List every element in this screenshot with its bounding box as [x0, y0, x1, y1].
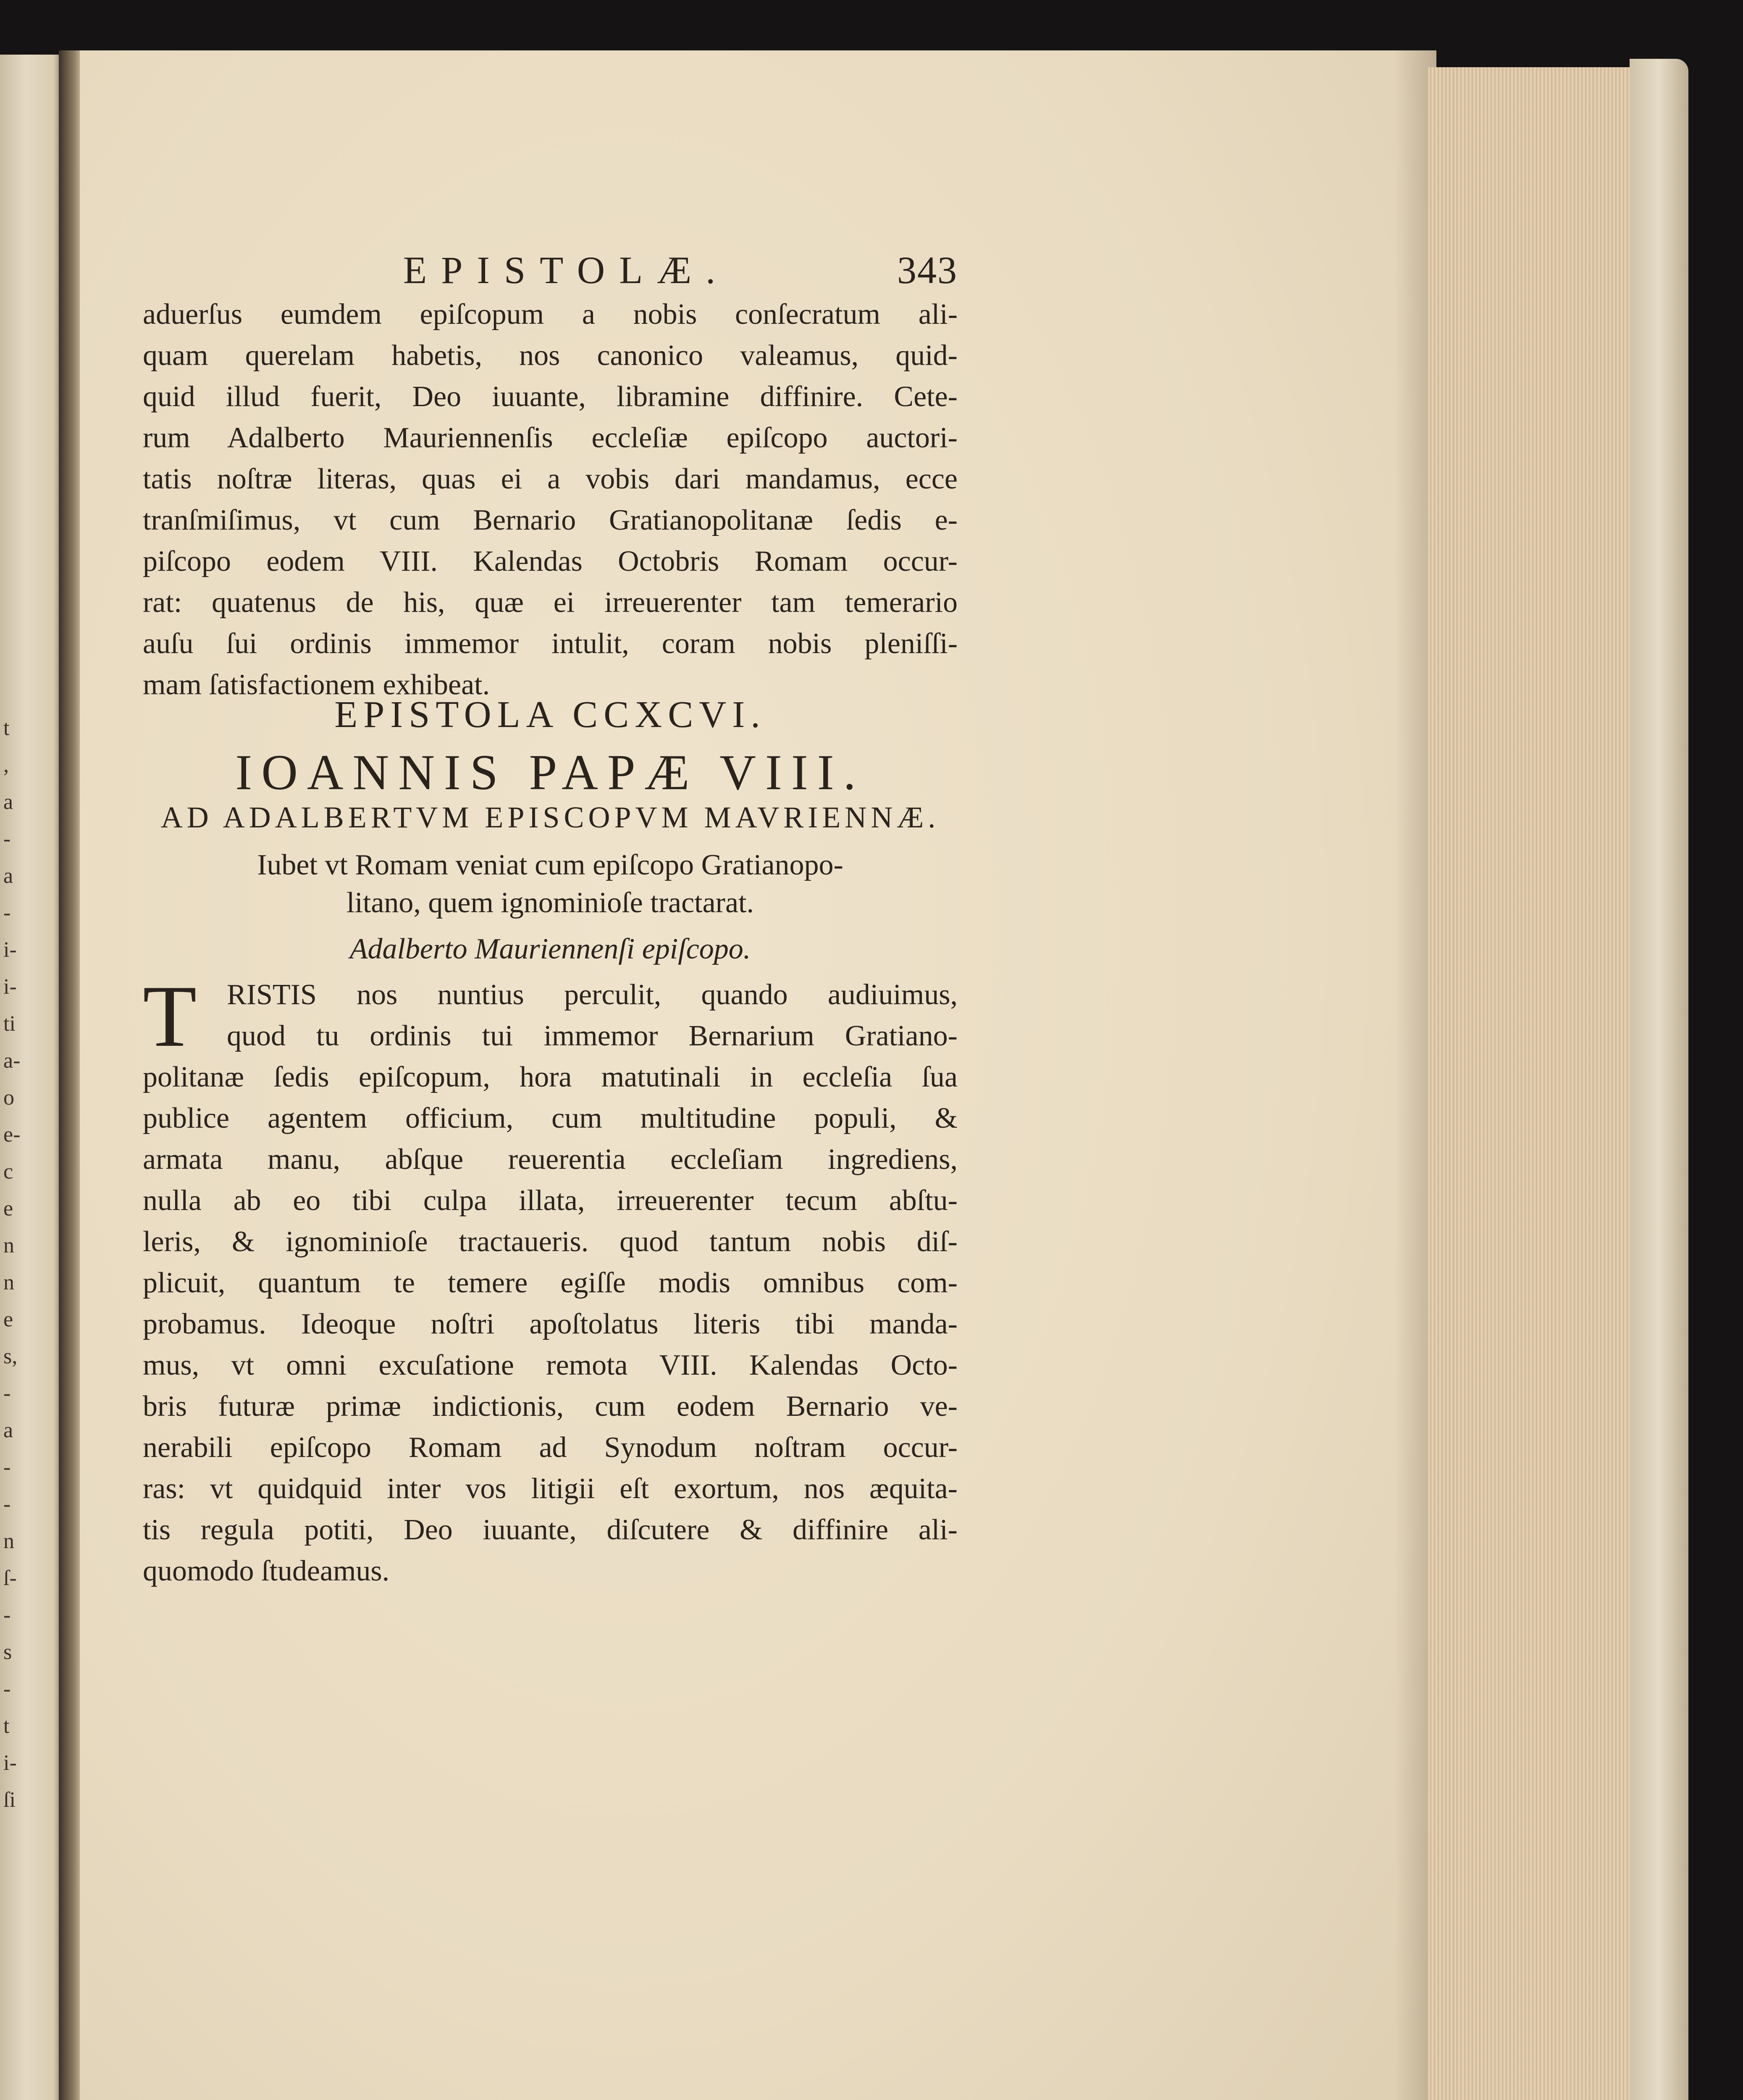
letter-recipient: AD ADALBERTVM EPISCOPVM MAVRIENNÆ. [160, 801, 940, 834]
margin-fragment: - [3, 1455, 11, 1479]
margin-fragment: - [3, 827, 11, 851]
text-line: nerabili epiſcopo Romam ad Synodum noſtram occur- [143, 1431, 958, 1464]
margin-fragment: o [3, 1086, 14, 1110]
text-line: ras: vt quidquid inter vos litigii eſt exortum, nos æquita- [143, 1473, 958, 1505]
letter-body [143, 968, 958, 1592]
text-line: probamus. Ideoque noſtri apoſtolatus literis tibi manda- [143, 1308, 958, 1340]
margin-fragment: t [3, 716, 10, 740]
page-edges-block [1428, 67, 1646, 2100]
margin-fragment: ti [3, 1012, 16, 1036]
left-page-edge [0, 55, 63, 2100]
text-line: rum Adalberto Mauriennenſis eccleſiæ epiſcopo auctori- [143, 422, 958, 454]
margin-fragment: a [3, 1418, 13, 1442]
book-cover-edge [1630, 59, 1688, 2100]
text-line: tis regula potiti, Deo iuuante, diſcutere & diffinire ali- [143, 1514, 958, 1546]
margin-fragment: , [3, 753, 9, 777]
margin-fragment: - [3, 1492, 11, 1516]
epistola-number: EPISTOLA CCXCVI. [334, 694, 766, 735]
text-line: rat: quatenus de his, quæ ei irreuerenter tam temerario [143, 586, 958, 619]
text-line: quod tu ordinis tui immemor Bernarium Gratiano- [227, 1020, 958, 1052]
letter-body-first-line: RISTIS nos nuntius perculit, quando audiuimus, [227, 979, 958, 1011]
margin-fragment: - [3, 901, 11, 925]
margin-fragment: n [3, 1529, 14, 1553]
text-line: politanæ ſedis epiſcopum, hora matutinali in eccleſia ſua [143, 1061, 958, 1093]
margin-fragment: e- [3, 1123, 21, 1147]
margin-fragment: ſ- [3, 1566, 17, 1590]
margin-fragment: a [3, 790, 13, 814]
margin-fragment: s, [3, 1344, 18, 1368]
margin-fragment: s [3, 1640, 12, 1664]
margin-fragment: c [3, 1160, 13, 1184]
text-line: nulla ab eo tibi culpa illata, irreuerenter tecum abſtu- [143, 1184, 958, 1217]
margin-fragment: e [3, 1197, 13, 1221]
text-line: mam ſatisfactionem exhibeat. [143, 669, 490, 701]
letter-author: IOANNIS PAPÆ VIII. [235, 744, 865, 800]
margin-fragment: - [3, 1381, 11, 1405]
margin-fragment: - [3, 1677, 11, 1701]
left-page-margin-fragments [0, 710, 25, 1819]
text-line: plicuit, quantum te temere egiſſe modis omnibus com- [143, 1267, 958, 1299]
margin-fragment: ſi [3, 1788, 16, 1812]
text-line: quam querelam habetis, nos canonico valeamus, quid- [143, 339, 958, 372]
margin-fragment: e [3, 1307, 13, 1331]
margin-fragment: a [3, 864, 13, 888]
margin-fragment: n [3, 1270, 14, 1294]
letter-summary-line-1: Iubet vt Romam veniat cum epiſcopo Gratianopo- [257, 849, 843, 881]
text-line: bris futuræ primæ indictionis, cum eodem Bernario ve- [143, 1390, 958, 1423]
text-line: quid illud fuerit, Deo iuuante, libramine diffinire. Cete- [143, 381, 958, 413]
margin-fragment: t [3, 1714, 10, 1738]
text-line: aduerſus eumdem epiſcopum a nobis conſecratum ali- [143, 298, 958, 331]
text-line: armata manu, abſque reuerentia eccleſiam ingrediens, [143, 1143, 958, 1176]
text-line: quomodo ſtudeamus. [143, 1555, 390, 1587]
margin-fragment: i- [3, 975, 17, 999]
letter-address: Adalberto Mauriennenſi epiſcopo. [349, 933, 751, 965]
margin-fragment: i- [3, 1751, 17, 1775]
text-line: publice agentem officium, cum multitudine populi, & [143, 1102, 958, 1134]
running-head-title: EPISTOLÆ. [403, 249, 730, 291]
text-line: auſu ſui ordinis immemor intulit, coram nobis pleniſſi- [143, 627, 958, 660]
page-number: 343 [897, 249, 958, 291]
margin-fragment: n [3, 1234, 14, 1257]
text-line: tranſmiſimus, vt cum Bernario Gratianopolitanæ ſedis e- [143, 504, 958, 536]
margin-fragment: - [3, 1603, 11, 1627]
continuation-paragraph [143, 294, 958, 706]
drop-cap: T [143, 968, 197, 1065]
text-line: leris, & ignominioſe tractaueris. quod tantum nobis diſ- [143, 1226, 958, 1258]
text-line: piſcopo eodem VIII. Kalendas Octobris Romam occur- [143, 545, 958, 578]
margin-fragment: a- [3, 1049, 21, 1073]
letter-summary-line-2: litano, quem ignominioſe tractarat. [346, 887, 754, 919]
margin-fragment: i- [3, 938, 17, 962]
text-line: tatis noſtræ literas, quas ei a vobis dari mandamus, ecce [143, 463, 958, 495]
text-line: mus, vt omni excuſatione remota VIII. Kalendas Octo- [143, 1349, 958, 1381]
